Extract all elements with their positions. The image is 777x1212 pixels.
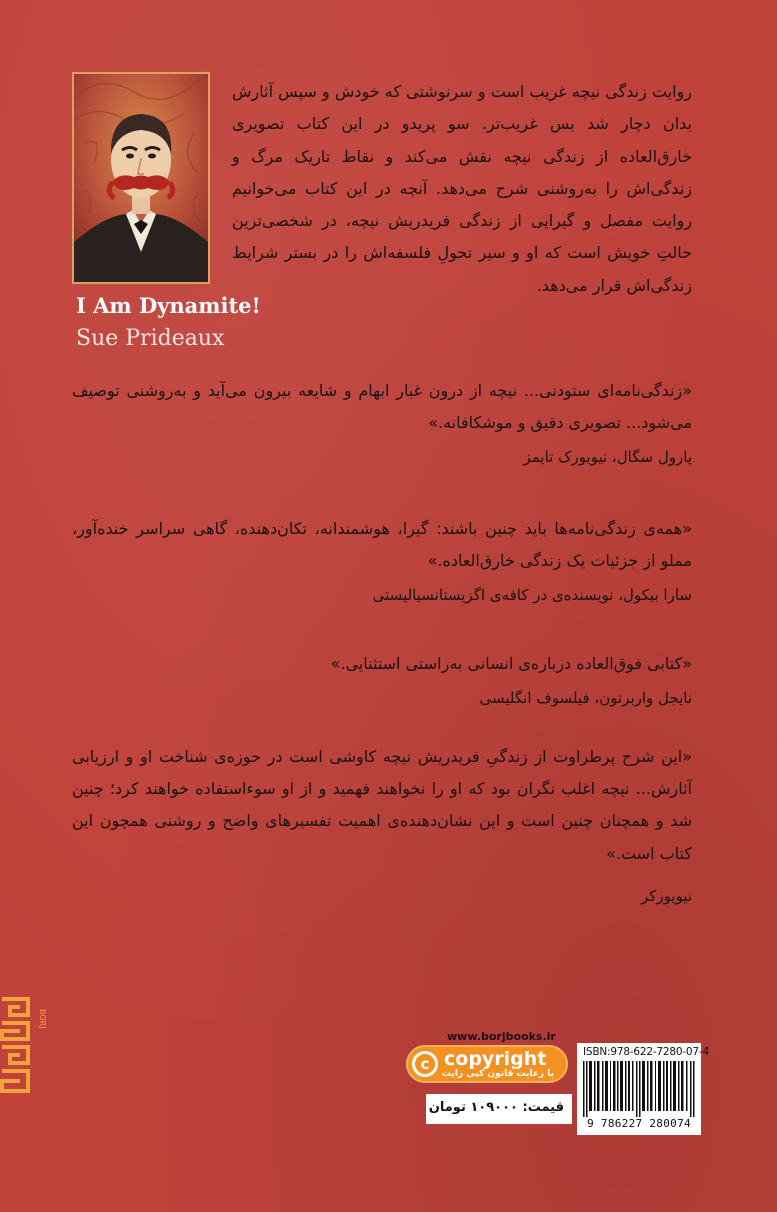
copyright-badge [406, 1045, 568, 1083]
price-label: قیمت: ۱۰۹۰۰۰ تومان [428, 1100, 564, 1115]
quote-source: سارا بیکول، نویسنده‌ی در کافه‌ی اگزیستانسیالیستی [372, 586, 692, 605]
review-quote [72, 648, 692, 714]
publisher-logo [0, 995, 46, 1097]
quote-text: «کتابی فوق‌العاده درباره‌ی انسانی به‌راستی استثنایی.» [330, 654, 692, 673]
publisher-website: www.borjbooks.ir [447, 1030, 556, 1043]
borj-logo-icon [0, 995, 46, 1097]
quote-source: نیویورکر [640, 886, 692, 905]
review-quote [72, 513, 692, 612]
logo-text: BORJ [38, 1009, 47, 1029]
copyright-word: copyright [444, 1048, 547, 1070]
author-portrait [72, 72, 210, 284]
quote-text: «زندگی‌نامه‌ای ستودنی... نیچه از درون غبار ابهام و شایعه بیرون می‌آید و به‌روشنی توصیف می‌شود... تصویری دقیق و موشکافانه.» [72, 381, 692, 433]
synopsis-paragraph: روایت زندگی نیچه غریب است و سرنوشتی که خودش و سپس آثارش بدان دچار شد بس غریب‌تر. سو پریدو در این کتاب تصویری خارق‌العاده از زندگی نیچه نقش می‌کند و نقاط تاریک مرگ و زندگی‌اش را به‌روشنی شرح می‌دهد. آنچه در این کتاب می‌خوانیم روایت مفصل و گیرایی از زندگی فریدریش نیچه، در شخصی‌ترین حالتِ خویش است که او و سیر تحولِ فلسفه‌اش را در بستر شرایط زندگی‌اش قرار می‌دهد. [232, 82, 692, 295]
book-author: Sue Prideaux [76, 326, 225, 351]
nietzsche-portrait-image [74, 74, 208, 282]
isbn-barcode [577, 1043, 709, 1135]
isbn-label: ISBN:978-622-7280-07-4 [583, 1046, 709, 1058]
review-quote [72, 741, 692, 912]
quote-source: پارول سگال، نیویورک تایمز [523, 448, 692, 467]
copyright-icon: c [412, 1051, 438, 1077]
barcode-digits: 9 786227 280074 [587, 1117, 691, 1130]
book-title: I Am Dynamite! [76, 293, 261, 318]
review-quote [72, 375, 692, 474]
quote-text: «همه‌ی زندگی‌نامه‌ها باید چنین باشند: گیرا، هوشمندانه، تکان‌دهنده، گاهی سراسر خنده‌آور، مملو از جزئیات یک زندگی خارق‌العاده.» [72, 519, 692, 571]
copyright-subtitle: با رعایت قانون کپی رایت [441, 1069, 554, 1079]
price-box [426, 1094, 572, 1124]
quote-text: «این شرح پرطراوت از زندگیِ فریدریش نیچه کاوشی است در حوزه‌ی شناخت او و ارزیابی آثارش... نیچه اغلب نگران بود که او را نخواهند فهمید و از او سوءاستفاده خواهند کرد؛ چنین شد و همچنان چنین است و این نشان‌دهنده‌ی اهمیت تفسیرهای واضح و روشنی همچون این کتاب است.» [72, 747, 692, 863]
quote-source: نایجل واربرتون، فیلسوف انگلیسی [479, 689, 692, 708]
barcode-icon [581, 1061, 697, 1117]
